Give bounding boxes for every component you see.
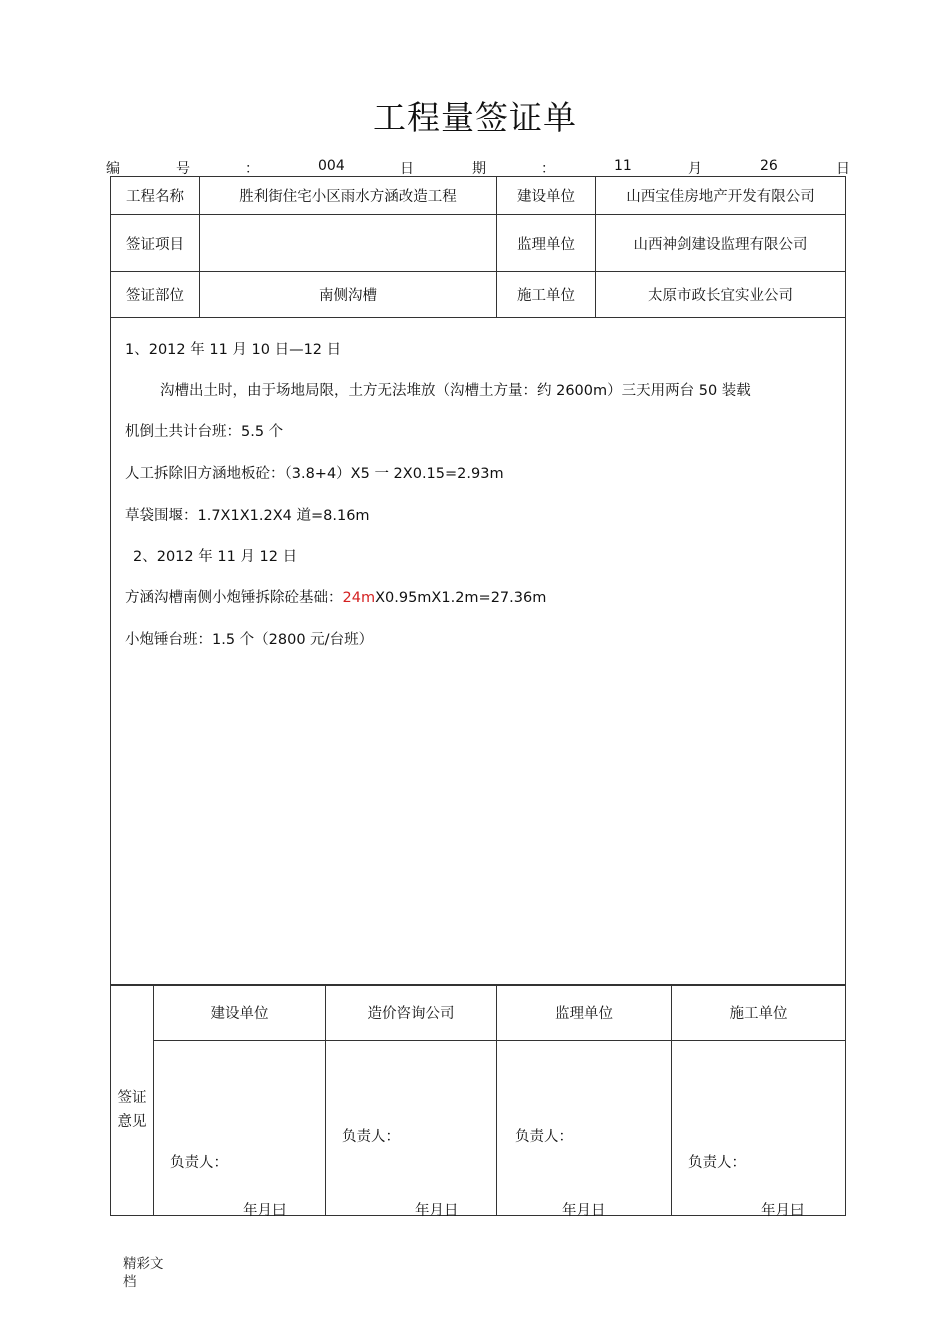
builder-label: 建设单位 — [497, 177, 596, 215]
date-label: 年月曰 — [243, 1203, 287, 1219]
page-title: 工程量签证单 — [373, 98, 577, 137]
header-ri-2: 日 — [836, 161, 850, 177]
opinion-label-2: 意见 — [117, 1114, 147, 1130]
sign-cell-contractor — [672, 1041, 846, 1219]
responsible-label: 负责人： — [515, 1129, 573, 1145]
opinion-label — [111, 985, 154, 1216]
supervisor-label: 监理单位 — [497, 215, 596, 272]
header-colon-1: ： — [245, 161, 259, 177]
date-label: 年月曰 — [761, 1203, 805, 1219]
sign-table — [110, 984, 846, 1219]
sign-cell-supervisor — [497, 1041, 672, 1219]
project-name-value: 胜利街住宅小区雨水方涵改造工程 — [200, 177, 497, 215]
sign-col-cost-consulting: 造价咨询公司 — [326, 985, 497, 1041]
header-ri: 日 — [400, 161, 414, 177]
header-yue: 月 — [688, 161, 702, 177]
content-line-7-highlight: 24m — [342, 590, 376, 606]
content-line-8: 小炮锤台班：1.5 个（2800 元/台班） — [125, 632, 374, 648]
supervisor-value: 山西神剑建设监理有限公司 — [596, 215, 846, 272]
header-hao: 号 — [176, 161, 190, 177]
info-table — [110, 176, 846, 986]
content-line-6: 2、2012 年 11 月 12 日 — [133, 549, 298, 565]
sign-col-builder: 建设单位 — [154, 985, 326, 1041]
sign-col-supervisor: 监理单位 — [497, 985, 672, 1041]
builder-value: 山西宝佳房地产开发有限公司 — [596, 177, 846, 215]
location-label: 签证部位 — [111, 272, 200, 318]
date-label: 年月日 — [415, 1203, 459, 1219]
header-month: 11 — [614, 158, 632, 174]
responsible-label: 负责人： — [688, 1155, 746, 1171]
footer-text: 精彩文档 — [123, 1256, 164, 1290]
content-line-2: 沟槽出土时，由于场地局限，土方无法堆放（沟槽土方量：约 2600m）三天用两台 50 装载 — [160, 383, 751, 399]
header-bian: 编 — [106, 161, 120, 177]
content-line-4: 人工拆除旧方涵地板砼：（3.8+4）X5 一 2X0.15=2.93m — [125, 466, 504, 482]
sign-col-contractor: 施工单位 — [672, 985, 846, 1041]
header-day: 26 — [760, 158, 778, 174]
header-qi: 期 — [472, 161, 486, 177]
contractor-value: 太原市政长宜实业公司 — [596, 272, 846, 318]
location-value: 南侧沟槽 — [200, 272, 497, 318]
header-colon-2: ： — [541, 161, 555, 177]
header-number: 004 — [318, 158, 345, 174]
content-area — [111, 318, 846, 986]
project-name-label: 工程名称 — [111, 177, 200, 215]
opinion-label-1: 签证 — [117, 1090, 147, 1106]
content-line-1: 1、2012 年 11 月 10 日—12 日 — [125, 342, 342, 358]
content-line-7 — [125, 586, 546, 607]
contractor-label: 施工单位 — [497, 272, 596, 318]
item-label: 签证项目 — [111, 215, 200, 272]
content-line-7-prefix: 方涵沟槽南侧小炮锤拆除砼基础： — [125, 590, 343, 606]
date-label: 年月日 — [562, 1203, 606, 1219]
sign-cell-builder — [154, 1041, 326, 1219]
content-line-5: 草袋围堰：1.7X1X1.2X4 道=8.16m — [125, 508, 370, 524]
sign-cell-cost-consulting — [326, 1041, 497, 1219]
content-line-3: 机倒土共计台班：5.5 个 — [125, 424, 284, 440]
responsible-label: 负责人： — [170, 1155, 228, 1171]
content-line-7-suffix: X0.95mX1.2m=27.36m — [375, 590, 547, 606]
item-value — [200, 215, 497, 272]
responsible-label: 负责人： — [342, 1129, 400, 1145]
